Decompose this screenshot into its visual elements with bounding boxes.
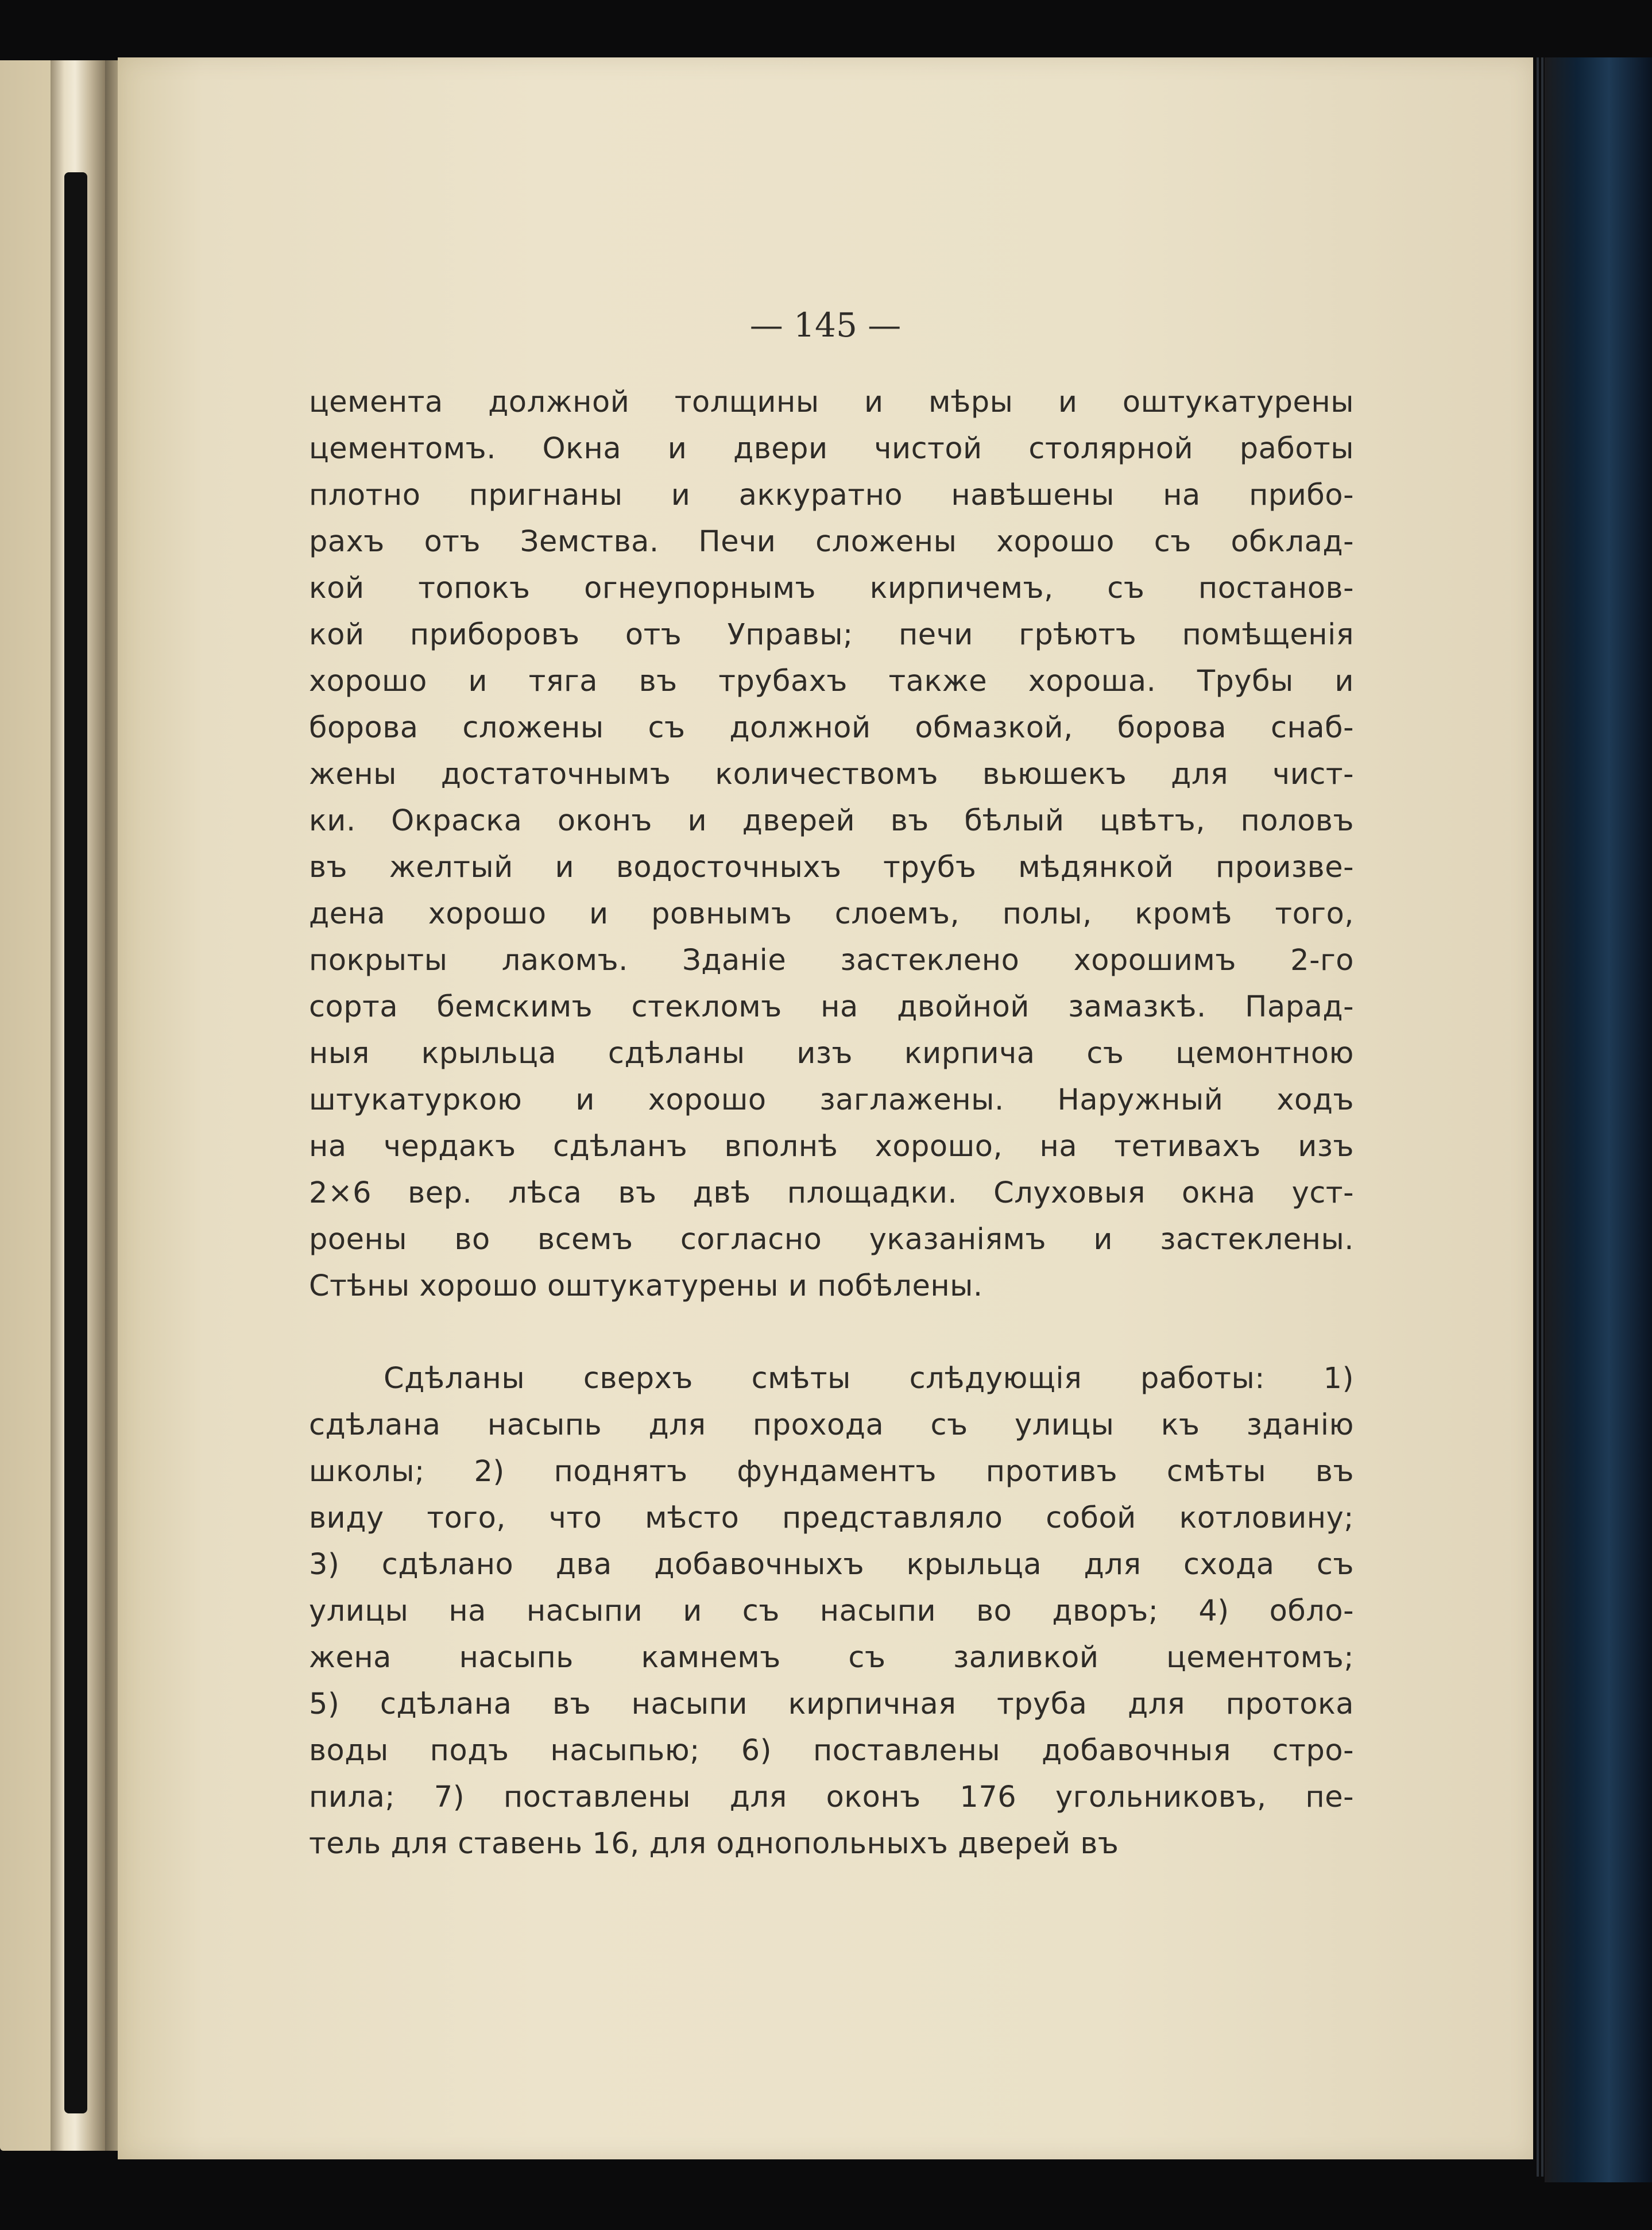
text-line: сдѣлана насыпь для прохода съ улицы къ зданію (309, 1408, 1354, 1442)
book-cover-edge (1545, 57, 1652, 2182)
text-line: Стѣны хорошо оштукатурены и побѣлены. (309, 1269, 983, 1303)
text-line: на чердакъ сдѣланъ вполнѣ хорошо, на тетивахъ изъ (309, 1130, 1354, 1164)
text-line: цемента должной толщины и мѣры и оштукатурены (309, 385, 1354, 419)
page-stack-line (1537, 57, 1539, 2177)
text-line: жена насыпь камнемъ съ заливкой цементомъ; (309, 1641, 1354, 1675)
text-line: Сдѣланы сверхъ смѣты слѣдующія работы: 1) (384, 1362, 1354, 1396)
text-line: кой топокъ огнеупорнымъ кирпичемъ, съ постанов- (309, 571, 1354, 605)
text-line: жены достаточнымъ количествомъ вьюшекъ для чист- (309, 757, 1354, 791)
paragraph-2 (309, 1355, 1354, 1867)
text-line: цементомъ. Окна и двери чистой столярной работы (309, 432, 1354, 466)
spine-binding (64, 172, 87, 2113)
text-line: ныя крыльца сдѣланы изъ кирпича съ цемонтною (309, 1037, 1354, 1070)
text-line: сорта бемскимъ стекломъ на двойной замазкѣ. Парад- (309, 990, 1354, 1024)
text-line: тель для ставень 16, для однопольныхъ дверей въ (309, 1827, 1119, 1861)
page-stack-line (1541, 57, 1543, 2177)
page-number: — 145 — (749, 306, 902, 345)
text-line: штукатуркою и хорошо заглажены. Наружный ходъ (309, 1083, 1354, 1117)
text-line: кой приборовъ отъ Управы; печи грѣютъ помѣщенія (309, 618, 1354, 652)
text-line: 3) сдѣлано два добавочныхъ крыльца для схода съ (309, 1548, 1354, 1582)
text-line: роены во всемъ согласно указаніямъ и застеклены. (309, 1223, 1354, 1257)
text-line: ки. Окраска оконъ и дверей въ бѣлый цвѣтъ, половъ (309, 804, 1354, 838)
text-line: въ желтый и водосточныхъ трубъ мѣдянкой произве- (309, 851, 1354, 884)
page-text (309, 379, 1354, 1867)
text-line: хорошо и тяга въ трубахъ также хороша. Трубы и (309, 664, 1354, 698)
text-line: виду того, что мѣсто представляло собой котловину; (309, 1501, 1354, 1535)
text-line: плотно пригнаны и аккуратно навѣшены на прибо- (309, 478, 1354, 512)
text-line: рахъ отъ Земства. Печи сложены хорошо съ обклад- (309, 525, 1354, 559)
text-line: школы; 2) поднятъ фундаментъ противъ смѣты въ (309, 1455, 1354, 1489)
text-line: борова сложены съ должной обмазкой, борова снаб- (309, 711, 1354, 745)
book-page (118, 57, 1533, 2159)
text-line: дена хорошо и ровнымъ слоемъ, полы, кромѣ того, (309, 897, 1354, 931)
text-line: покрыты лакомъ. Зданіе застеклено хорошимъ 2-го (309, 944, 1354, 977)
text-line: пила; 7) поставлены для оконъ 176 угольниковъ, пе- (309, 1780, 1354, 1814)
text-line: воды подъ насыпью; 6) поставлены добавочныя стро- (309, 1734, 1354, 1768)
paragraph-gap (309, 1309, 1354, 1355)
text-line: 2×6 вер. лѣса въ двѣ площадки. Слуховыя окна уст- (309, 1176, 1354, 1210)
paragraph-1 (309, 379, 1354, 1309)
text-line: улицы на насыпи и съ насыпи во дворъ; 4) обло- (309, 1594, 1354, 1628)
text-line: 5) сдѣлана въ насыпи кирпичная труба для протока (309, 1687, 1354, 1721)
